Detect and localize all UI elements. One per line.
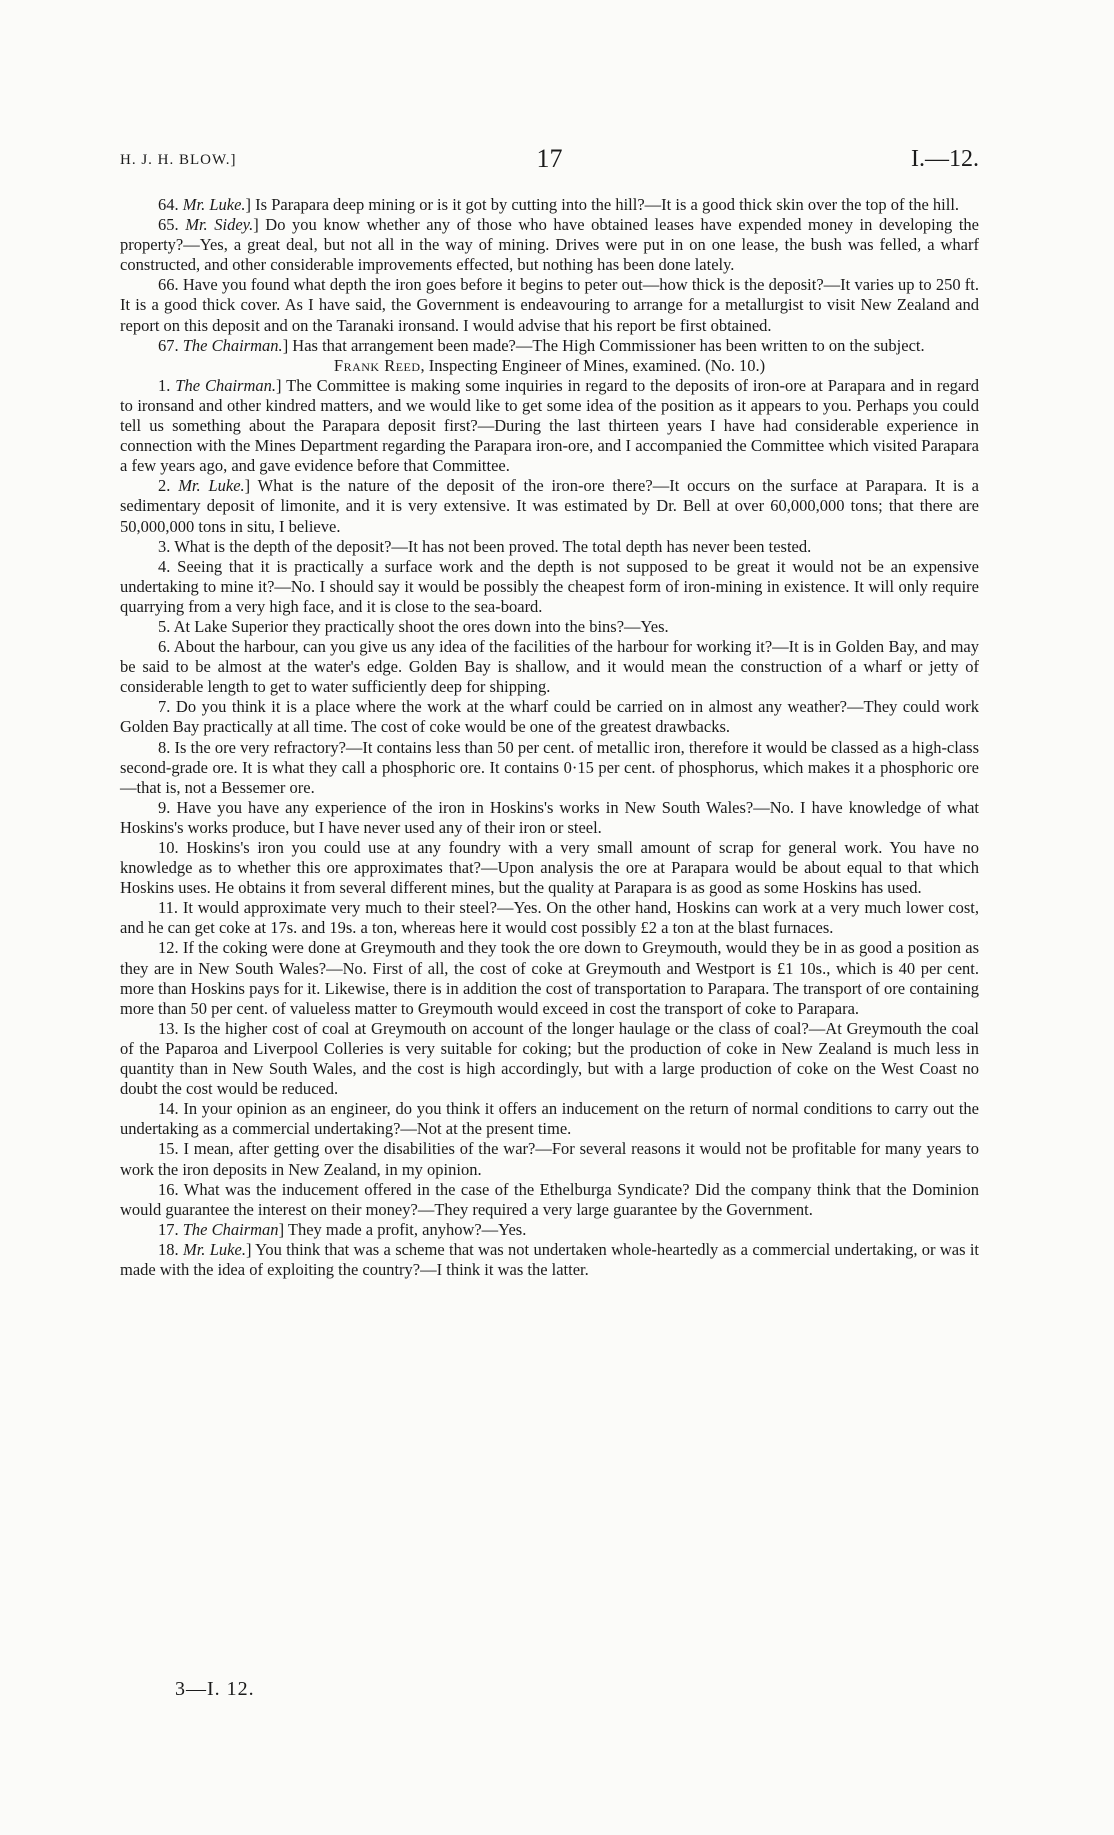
paragraph-text: In your opinion as an engineer, do you think it offers an inducement on the return of normal conditions to carry out the undertaking as a commercial undertaking?—Not at the present time. [120, 1099, 979, 1139]
witness-name: Frank Reed [333, 355, 421, 375]
header-witness-name: H. J. H. BLOW.] [120, 152, 237, 168]
paragraph-number: 7. [158, 697, 171, 717]
paragraph-text: ] You think that was a scheme that was not undertaken whole-heartedly as a commercial undertaking, or was it made with the idea of exploiting the country?—I think it was the latter. [120, 1239, 979, 1279]
paragraph-17 [120, 1220, 979, 1240]
reed-testimony [120, 376, 979, 1280]
paragraph-text: ] Do you know whether any of those who have obtained leases have expended money in developing the property?—Yes, a great deal, but not all in the way of mining. Drives were put in on one lease, the bush was felled, a wharf constructed, and other considerable improvements effected, but nothing has been done lately. [120, 215, 979, 275]
paragraph-number: 15. [158, 1139, 179, 1159]
document-body [120, 195, 979, 1280]
paragraph-number: 64. [158, 195, 179, 214]
paragraph-text: If the coking were done at Greymouth and they took the ore down to Greymouth, would they be in as good a position as they are in New South Wales?—No. First of all, the cost of coke at Greymouth and Westport is £1 10s., which is 40 per cent. more than Hoskins pays for it. Likewise, there is in addition the cost of transportation to Parapara. The transport of ore containing more than 50 per cent. of valueless matter to Greymouth would exceed in cost the transport of coke to Parapara. [120, 938, 980, 1018]
paragraph-2 [120, 476, 979, 536]
paragraph-number: 66. [158, 275, 179, 295]
paragraph-text: Hoskins's iron you could use at any foundry with a very small amount of scrap for general work. You have no knowledge as to whether this ore approximates that?—Upon analysis the ore at Parapara would be about equal to that which Hoskins uses. He obtains it from several different mines, but the quality at Parapara is as good as some Hoskins has used. [120, 838, 980, 898]
paragraph-number: 2. [158, 476, 171, 496]
paragraph-13 [120, 1019, 979, 1099]
paragraph-12 [120, 938, 979, 1018]
speaker: The Chairman. [182, 335, 283, 355]
paragraph-1 [120, 376, 979, 476]
paragraph-text: ] The Committee is making some inquiries in regard to the deposits of iron-ore at Parapara and in regard to ironsand and other kindred matters, and we would like to get some idea of the position as it appears to you. Perhaps you could tell us something about the Parapara deposit first?—During the last thirteen years I have had considerable experience in connection with the Mines Department regarding the Parapara iron-ore, and I accompanied the Committee which visited Parapara a few years ago, and gave evidence before that Committee. [120, 375, 979, 476]
speaker: The Chairman. [175, 375, 277, 395]
paragraph-16 [120, 1180, 979, 1220]
paragraph-text: ] They made a profit, anyhow?—Yes. [278, 1219, 527, 1239]
paragraph-3 [120, 537, 979, 557]
speaker: Mr. Sidey. [185, 215, 254, 235]
paragraph-number: 12. [158, 938, 179, 958]
witness-title: , Inspecting Engineer of Mines, examined. (No. 10.) [420, 355, 766, 375]
paragraph-text: I mean, after getting over the disabilities of the war?—For several reasons it would not be profitable for many years to work the iron deposits in New Zealand, in my opinion. [120, 1139, 979, 1179]
paragraph-text: At Lake Superior they practically shoot the ores down into the bins?—Yes. [173, 616, 669, 636]
paragraph-text: Is the higher cost of coal at Greymouth on account of the longer haulage or the class of coal?—At Greymouth the coal of the Paparoa and Liverpool Colleries is very suitable for coking; but the production of coke in New Zealand is much less in quantity than in New South Wales, and the cost is high accordingly, but with a large production of coke on the West Coast no doubt the cost would be reduced. [120, 1018, 979, 1099]
paragraph-number: 3. [158, 536, 171, 556]
paragraph-number: 11. [158, 898, 179, 918]
paragraph-14 [120, 1099, 979, 1139]
paragraph-18 [120, 1240, 979, 1280]
paragraph-9 [120, 798, 979, 838]
paragraph-number: 16. [158, 1179, 179, 1199]
header-paper-reference: I.—12. [911, 146, 979, 172]
paragraph-number: 5. [158, 616, 171, 636]
paragraph-66 [120, 275, 979, 335]
paragraph-text: It would approximate very much to their steel?—Yes. On the other hand, Hoskins can work at a very much lower cost, and he can get coke at 17s. and 19s. a ton, whereas here it would cost possibly £2 a ton at the blast furnaces. [120, 898, 980, 938]
paragraph-text: Do you think it is a place where the work at the wharf could be carried on in almost any weather?—They could work Golden Bay practically at all time. The cost of coke would be one of the greatest drawbacks. [120, 697, 980, 737]
paragraph-text: Seeing that it is practically a surface work and the depth is not supposed to be great it would not be an expensive undertaking to mine it?—No. I should say it would be possibly the cheapest form of iron-mining in existence. It will only require quarrying from a very high face, and it is close to the sea-board. [120, 556, 980, 616]
paragraph-8 [120, 738, 979, 798]
paragraph-number: 65. [158, 215, 179, 235]
paragraph-number: 6. [158, 637, 171, 657]
page-number: 17 [536, 144, 563, 173]
paragraph-5 [120, 617, 979, 637]
paragraph-7 [120, 697, 979, 737]
paragraph-number: 8. [158, 737, 171, 757]
paragraph-number: 9. [158, 797, 171, 817]
paragraph-number: 1. [158, 375, 171, 395]
paragraph-64 [120, 195, 979, 215]
blow-testimony [120, 195, 979, 356]
paragraph-67 [120, 336, 979, 356]
paragraph-10 [120, 838, 979, 898]
paragraph-number: 4. [158, 556, 171, 576]
paragraph-text: Have you have any experience of the iron in Hoskins's works in New South Wales?—No. I have knowledge of what Hoskins's works produce, but I have never used any of their iron or steel. [120, 797, 979, 837]
paragraph-text: ] Has that arrangement been made?—The High Commissioner has been written to on the subject. [282, 335, 925, 355]
paragraph-text: ] Is Parapara deep mining or is it got by cutting into the hill?—It is a good thick skin over the top of the hill. [245, 195, 960, 214]
speaker: Mr. Luke. [178, 476, 245, 496]
paragraph-number: 10. [158, 838, 179, 857]
paragraph-number: 14. [158, 1099, 179, 1119]
paragraph-text: ] What is the nature of the deposit of the iron-ore there?—It occurs on the surface at Parapara. It is a sedimentary deposit of limonite, and it is very extensive. It was estimated by Dr. Bell at over 60,000,000 tons; that there are 50,000,000 tons in situ, I believe. [120, 476, 979, 536]
paragraph-text: Is the ore very refractory?—It contains less than 50 per cent. of metallic iron, therefore it would be classed as a high-class second-grade ore. It is what they call a phosphoric ore. It contains 0·15 per cent. of phosphorus, which makes it a phosphoric ore—that is, not a Bessemer ore. [120, 737, 980, 797]
paragraph-text: What was the inducement offered in the case of the Ethelburga Syndicate? Did the company think that the Dominion would guarantee the interest on their money?—They required a very large guarantee by the Government. [120, 1179, 979, 1219]
speaker: The Chairman [182, 1219, 279, 1239]
paragraph-number: 17. [158, 1219, 179, 1239]
speaker: Mr. Luke. [182, 195, 246, 214]
section-heading [120, 356, 979, 376]
paragraph-65 [120, 215, 979, 275]
paragraph-text: About the harbour, can you give us any idea of the facilities of the harbour for working it?—It is in Golden Bay, and may be said to be almost at the water's edge. Golden Bay is shallow, and it would mean the construction of a wharf or jetty of considerable length to get to water sufficiently deep for shipping. [120, 637, 979, 697]
paragraph-text: What is the depth of the deposit?—It has not been proved. The total depth has never been tested. [174, 536, 812, 556]
paragraph-number: 13. [158, 1018, 179, 1038]
paragraph-text: Have you found what depth the iron goes before it begins to peter out—how thick is the deposit?—It varies up to 250 ft. It is a good thick cover. As I have said, the Government is endeavouring to arrange for a metallurgist to visit New Zealand and report on this deposit and on the Taranaki ironsand. I would advise that his report be first obtained. [120, 275, 979, 335]
paragraph-4 [120, 557, 979, 617]
page-header [120, 144, 979, 178]
paragraph-number: 67. [158, 335, 179, 355]
paragraph-number: 18. [158, 1239, 179, 1259]
paragraph-11 [120, 898, 979, 938]
printer-signature: 3—I. 12. [175, 1678, 255, 1700]
paragraph-15 [120, 1139, 979, 1179]
paragraph-6 [120, 637, 979, 697]
speaker: Mr. Luke. [182, 1239, 246, 1259]
